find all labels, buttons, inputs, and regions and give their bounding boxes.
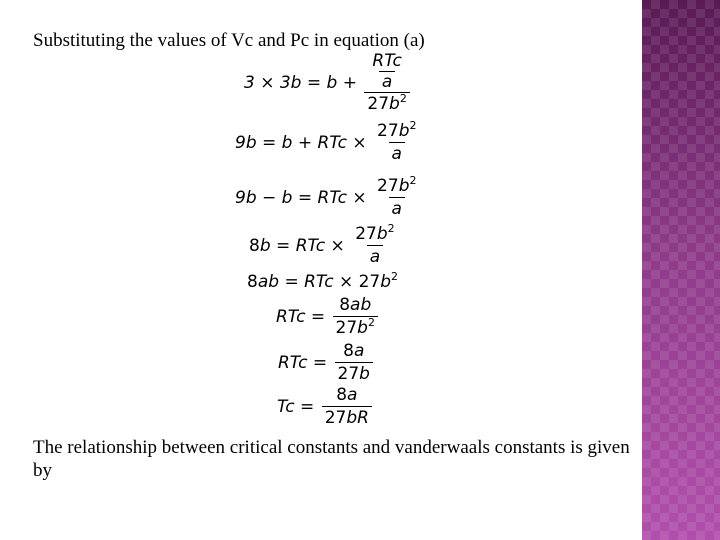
equation-8-fraction: $\frac{8a}{27bR}$ [322, 385, 372, 428]
equation-3: 9b − b = RTc × $\frac{27b^2}{a}$ [235, 176, 421, 219]
equation-5: 8ab = RTc × $27b^2$ [247, 270, 399, 292]
equation-4-fraction: $\frac{27b^2}{a}$ [355, 222, 395, 267]
equation-3-fraction: $\frac{27b^2}{a}$ [377, 174, 417, 219]
equation-8: Tc = $\frac{8a}{27bR}$ [277, 385, 374, 428]
closing-text: The relationship between critical constants and vanderwaals constants is given by [33, 437, 630, 481]
equation-1-numerator [364, 52, 409, 92]
equation-1-inner-fraction: $\frac{\text{RTc}}{a}$ [372, 51, 402, 92]
equation-1 [244, 52, 412, 114]
equation-1-denominator: $27b^2$ [364, 92, 409, 114]
equation-1-compound-fraction [364, 52, 409, 114]
equation-4: 8b = RTc × $\frac{27b^2}{a}$ [249, 224, 400, 267]
equals-sign: = [301, 73, 327, 93]
decorative-side-band [642, 0, 720, 540]
intro-text: Substituting the values of Vc and Pc in equation (a) [33, 30, 425, 51]
equation-7-fraction: $\frac{8a}{27b}$ [335, 341, 373, 384]
equation-1-rhs-term: b + [326, 73, 363, 93]
equation-2: 9b = b + RTc × $\frac{27b^2}{a}$ [235, 121, 421, 164]
equation-1-lhs: 3 × 3b [244, 73, 302, 93]
equation-6-fraction: $\frac{8ab}{27b^2}$ [333, 295, 378, 338]
equation-2-fraction: $\frac{27b^2}{a}$ [377, 119, 417, 164]
equation-7: RTc = $\frac{8a}{27b}$ [278, 341, 375, 384]
equation-6: RTc = $\frac{8ab}{27b^2}$ [276, 295, 380, 338]
